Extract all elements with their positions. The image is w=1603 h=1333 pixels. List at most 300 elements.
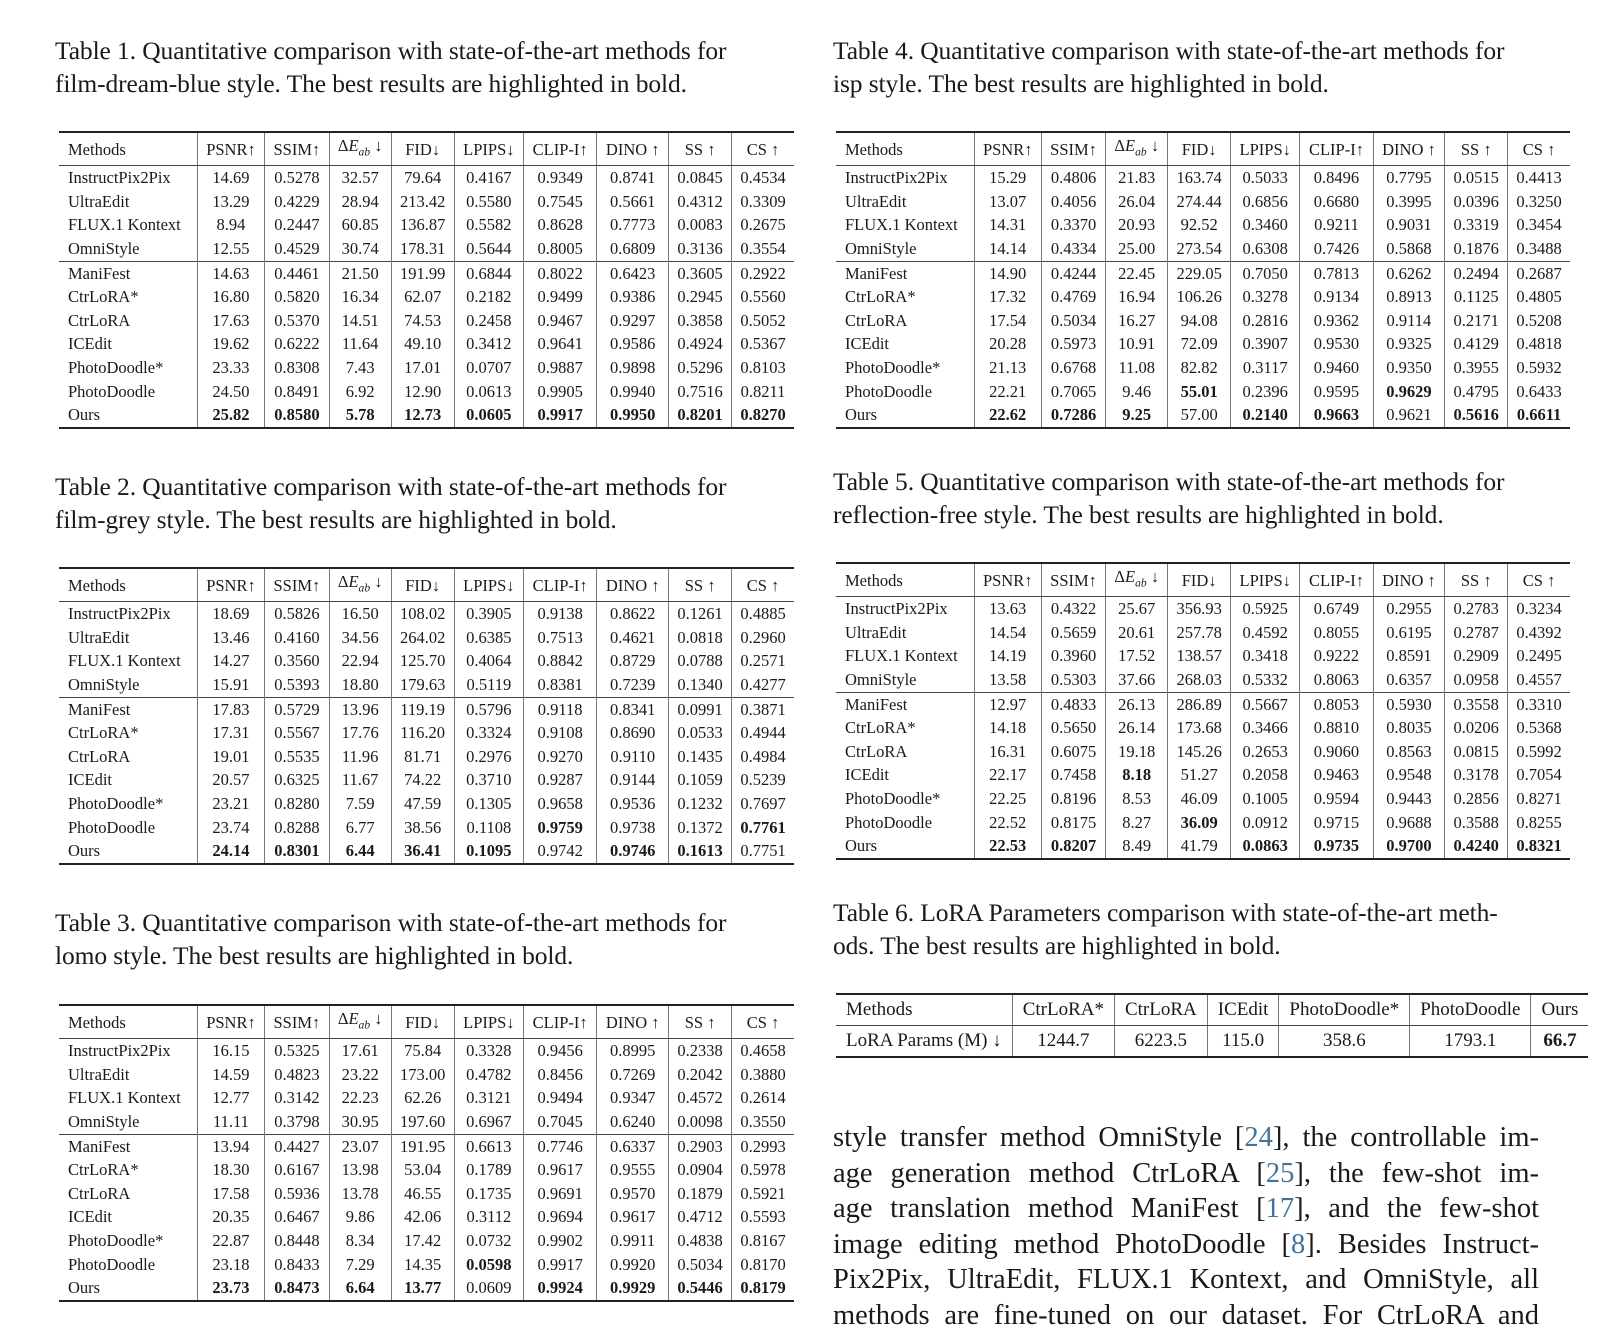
- column-header: SS ↑: [669, 1005, 732, 1039]
- metric-value: 22.53: [974, 834, 1041, 859]
- metric-value: 36.41: [391, 839, 454, 864]
- metric-value: 0.9663: [1300, 403, 1373, 428]
- metric-value: 0.2955: [1373, 597, 1445, 621]
- method-name: FLUX.1 Kontext: [59, 213, 197, 237]
- caption-line: isp style. The best results are highlighted in bold.: [833, 67, 1573, 100]
- metric-value: 0.7513: [524, 626, 597, 650]
- metric-value: 38.56: [391, 816, 454, 840]
- column-header: CS ↑: [732, 1005, 794, 1039]
- metric-value: 0.7050: [1231, 261, 1300, 285]
- metric-value: 0.6325: [265, 768, 329, 792]
- metric-value: 0.6844: [454, 261, 523, 285]
- metric-value: 0.7795: [1373, 166, 1445, 190]
- metric-value: 0.5303: [1041, 668, 1105, 692]
- metric-value: 0.8729: [597, 649, 669, 673]
- metric-value: 13.58: [974, 668, 1041, 692]
- metric-value: 0.3309: [732, 190, 794, 214]
- method-name: CtrLoRA: [836, 309, 974, 333]
- metric-value: 0.7054: [1508, 763, 1570, 787]
- metric-value: 0.2042: [669, 1063, 732, 1087]
- metric-value: 16.31: [974, 740, 1041, 764]
- metric-value: 0.6856: [1231, 190, 1300, 214]
- metric-value: 0.9494: [524, 1086, 597, 1110]
- table-row: [59, 673, 794, 697]
- text-line: [833, 1298, 1539, 1333]
- column-header: Methods: [59, 132, 197, 166]
- table-row: [59, 1063, 794, 1087]
- metric-value: 0.9746: [597, 839, 669, 864]
- metric-value: 0.7761: [732, 816, 794, 840]
- metric-value: 81.71: [391, 745, 454, 769]
- citation-link[interactable]: 25: [1266, 1158, 1295, 1189]
- metric-value: 0.0788: [669, 649, 732, 673]
- metric-value: 0.9110: [597, 745, 669, 769]
- metric-value: 0.7065: [1041, 380, 1105, 404]
- column-header: DINO ↑: [597, 568, 669, 602]
- table-6-header-row: [836, 994, 1588, 1026]
- metric-value: 0.4167: [454, 166, 523, 190]
- column-header: Methods: [59, 1005, 197, 1039]
- metric-value: 8.18: [1106, 763, 1168, 787]
- caption-line: film-grey style. The best results are highlighted in bold.: [55, 503, 795, 536]
- metric-value: 13.63: [974, 597, 1041, 621]
- metric-value: 0.5325: [265, 1039, 329, 1063]
- metric-value: 0.0533: [669, 721, 732, 745]
- metric-value: 14.51: [329, 309, 391, 333]
- metric-value: 0.2816: [1231, 309, 1300, 333]
- table-row: [836, 668, 1570, 692]
- metric-value: 0.9536: [597, 792, 669, 816]
- metric-value: 0.2447: [265, 213, 329, 237]
- metric-value: 145.26: [1168, 740, 1231, 764]
- metric-value: 0.5535: [265, 745, 329, 769]
- metric-value: 60.85: [329, 213, 391, 237]
- column-header: FID↓: [391, 568, 454, 602]
- metric-value: 16.94: [1106, 285, 1168, 309]
- column-header: LPIPS↓: [454, 132, 523, 166]
- metric-value: 0.6262: [1373, 261, 1445, 285]
- column-header: SSIM↑: [265, 568, 329, 602]
- metric-value: 22.62: [974, 403, 1041, 428]
- method-name: ManiFest: [59, 697, 197, 721]
- metric-value: 0.5616: [1445, 403, 1508, 428]
- metric-value: 41.79: [1168, 834, 1231, 859]
- metric-value: 0.5332: [1231, 668, 1300, 692]
- table-row: [836, 166, 1570, 190]
- metric-value: 0.8288: [265, 816, 329, 840]
- metric-value: 0.2945: [669, 285, 732, 309]
- metric-value: 0.0863: [1231, 834, 1300, 859]
- metric-value: 0.5370: [265, 309, 329, 333]
- metric-value: 17.63: [197, 309, 264, 333]
- metric-value: 82.82: [1168, 356, 1231, 380]
- metric-value: 34.56: [329, 626, 391, 650]
- metric-value: 0.0904: [669, 1158, 732, 1182]
- metric-value: 24.14: [197, 839, 264, 864]
- metric-value: 0.3905: [454, 602, 523, 626]
- metric-value: 0.1005: [1231, 787, 1300, 811]
- table-row: [59, 332, 794, 356]
- value-cell: 1244.7: [1012, 1026, 1114, 1058]
- metric-value: 13.78: [329, 1182, 391, 1206]
- metric-value: 7.43: [329, 356, 391, 380]
- metric-value: 14.35: [391, 1253, 454, 1277]
- metric-value: 17.83: [197, 697, 264, 721]
- method-name: ICEdit: [836, 332, 974, 356]
- metric-value: 0.5034: [669, 1253, 732, 1277]
- metric-value: 11.08: [1106, 356, 1168, 380]
- metric-value: 0.3858: [669, 309, 732, 333]
- table-row: [59, 1110, 794, 1134]
- metric-value: 0.2787: [1445, 621, 1508, 645]
- metric-value: 46.09: [1168, 787, 1231, 811]
- method-name: InstructPix2Pix: [59, 602, 197, 626]
- table-row: [59, 745, 794, 769]
- metric-value: 8.53: [1106, 787, 1168, 811]
- header-cell: Methods: [836, 994, 1012, 1026]
- metric-value: 17.54: [974, 309, 1041, 333]
- metric-value: 119.19: [391, 697, 454, 721]
- metric-value: 13.29: [197, 190, 264, 214]
- metric-value: 75.84: [391, 1039, 454, 1063]
- metric-value: 37.66: [1106, 668, 1168, 692]
- metric-value: 16.15: [197, 1039, 264, 1063]
- metric-value: 0.3117: [1231, 356, 1300, 380]
- metric-value: 15.91: [197, 673, 264, 697]
- header-cell: CtrLoRA*: [1012, 994, 1114, 1026]
- metric-value: 0.3412: [454, 332, 523, 356]
- caption-line: reflection-free style. The best results are highlighted in bold.: [833, 498, 1573, 531]
- method-name: FLUX.1 Kontext: [59, 649, 197, 673]
- metric-value: 0.8022: [524, 261, 597, 285]
- metric-value: 6.64: [329, 1276, 391, 1301]
- metric-value: 23.74: [197, 816, 264, 840]
- metric-value: 0.8995: [597, 1039, 669, 1063]
- metric-value: 173.68: [1168, 716, 1231, 740]
- metric-value: 0.9555: [597, 1158, 669, 1182]
- metric-value: 0.3560: [265, 649, 329, 673]
- metric-value: 0.1340: [669, 673, 732, 697]
- metric-value: 0.6680: [1300, 190, 1373, 214]
- metric-value: 11.64: [329, 332, 391, 356]
- metric-value: 0.2675: [732, 213, 794, 237]
- metric-value: 0.9742: [524, 839, 597, 864]
- metric-value: 8.49: [1106, 834, 1168, 859]
- metric-value: 22.23: [329, 1086, 391, 1110]
- table-row: [836, 740, 1570, 764]
- metric-value: 0.5033: [1231, 166, 1300, 190]
- metric-value: 0.2495: [1508, 644, 1570, 668]
- metric-value: 0.9222: [1300, 644, 1373, 668]
- metric-value: 0.7545: [524, 190, 597, 214]
- metric-value: 0.8628: [524, 213, 597, 237]
- header-cell: CtrLoRA: [1114, 994, 1207, 1026]
- table-4-caption: [833, 34, 1573, 100]
- metric-value: 0.8308: [265, 356, 329, 380]
- table-row: [836, 403, 1570, 428]
- metric-value: 0.8055: [1300, 621, 1373, 645]
- metric-value: 0.9917: [524, 403, 597, 428]
- metric-value: 0.9738: [597, 816, 669, 840]
- caption-line: Table 6. LoRA Parameters comparison with state-of-the-art meth-: [833, 896, 1573, 929]
- table-row: [836, 332, 1570, 356]
- metric-value: 0.8433: [265, 1253, 329, 1277]
- caption-line: Table 4. Quantitative comparison with state-of-the-art methods for: [833, 34, 1573, 67]
- metric-value: 0.6433: [1508, 380, 1570, 404]
- column-header: CLIP-I↑: [1300, 132, 1373, 166]
- text-line: [833, 1262, 1539, 1298]
- text-segment: methods are fine-tuned on our dataset. For CtrLoRA and: [833, 1300, 1539, 1331]
- metric-value: 18.69: [197, 602, 264, 626]
- metric-value: 0.3488: [1508, 237, 1570, 261]
- metric-value: 0.4427: [265, 1134, 329, 1158]
- text-line: [833, 1191, 1539, 1227]
- metric-value: 22.52: [974, 811, 1041, 835]
- metric-value: 0.3588: [1445, 811, 1508, 835]
- header-cell: ICEdit: [1207, 994, 1279, 1026]
- metric-value: 16.50: [329, 602, 391, 626]
- method-name: InstructPix2Pix: [836, 166, 974, 190]
- metric-value: 0.9144: [597, 768, 669, 792]
- metric-value: 0.4795: [1445, 380, 1508, 404]
- metric-value: 0.9715: [1300, 811, 1373, 835]
- column-header: DINO ↑: [1373, 132, 1445, 166]
- metric-value: 14.59: [197, 1063, 264, 1087]
- table-1-caption: [55, 34, 795, 100]
- metric-value: 0.7045: [524, 1110, 597, 1134]
- metric-value: 0.8179: [732, 1276, 794, 1301]
- metric-value: 79.64: [391, 166, 454, 190]
- method-name: PhotoDoodle*: [836, 356, 974, 380]
- citation-link[interactable]: 8: [1291, 1229, 1305, 1260]
- table-row: [59, 768, 794, 792]
- metric-value: 0.9530: [1300, 332, 1373, 356]
- metric-value: 49.10: [391, 332, 454, 356]
- metric-value: 0.9270: [524, 745, 597, 769]
- metric-value: 0.6613: [454, 1134, 523, 1158]
- table-2-caption: [55, 470, 795, 536]
- metric-value: 0.4312: [669, 190, 732, 214]
- metric-value: 0.3328: [454, 1039, 523, 1063]
- metric-value: 0.5367: [732, 332, 794, 356]
- method-name: PhotoDoodle: [836, 811, 974, 835]
- column-header: LPIPS↓: [454, 568, 523, 602]
- metric-value: 20.28: [974, 332, 1041, 356]
- column-header: LPIPS↓: [1231, 132, 1300, 166]
- metric-value: 9.86: [329, 1205, 391, 1229]
- table-row: [836, 716, 1570, 740]
- metric-value: 0.9691: [524, 1182, 597, 1206]
- metric-value: 26.04: [1106, 190, 1168, 214]
- metric-value: 173.00: [391, 1063, 454, 1087]
- metric-value: 14.69: [197, 166, 264, 190]
- metric-value: 0.4229: [265, 190, 329, 214]
- metric-value: 23.22: [329, 1063, 391, 1087]
- metric-value: 0.7746: [524, 1134, 597, 1158]
- metric-value: 23.18: [197, 1253, 264, 1277]
- metric-value: 0.7751: [732, 839, 794, 864]
- metric-value: 0.9898: [597, 356, 669, 380]
- metric-value: 21.13: [974, 356, 1041, 380]
- metric-value: 0.9688: [1373, 811, 1445, 835]
- metric-value: 13.98: [329, 1158, 391, 1182]
- table-6-caption: [833, 896, 1573, 962]
- metric-value: 28.94: [329, 190, 391, 214]
- metric-value: 0.3319: [1445, 213, 1508, 237]
- column-header: Methods: [836, 132, 974, 166]
- text-segment: age translation method ManiFest [: [833, 1193, 1266, 1224]
- metric-value: 0.9347: [597, 1086, 669, 1110]
- metric-value: 23.21: [197, 792, 264, 816]
- table-row: [836, 597, 1570, 621]
- metric-value: 0.3142: [265, 1086, 329, 1110]
- metric-value: 0.4984: [732, 745, 794, 769]
- metric-value: 17.31: [197, 721, 264, 745]
- column-header: SSIM↑: [265, 132, 329, 166]
- metric-value: 0.5921: [732, 1182, 794, 1206]
- metric-value: 0.1735: [454, 1182, 523, 1206]
- method-name: PhotoDoodle*: [59, 1229, 197, 1253]
- metric-value: 0.4529: [265, 237, 329, 261]
- metric-value: 0.2171: [1445, 309, 1508, 333]
- metric-value: 0.3466: [1231, 716, 1300, 740]
- metric-value: 0.0098: [669, 1110, 732, 1134]
- method-name: Ours: [59, 839, 197, 864]
- metric-value: 286.89: [1168, 692, 1231, 716]
- metric-value: 0.8053: [1300, 692, 1373, 716]
- metric-value: 0.8301: [265, 839, 329, 864]
- citation-link[interactable]: 17: [1266, 1193, 1295, 1224]
- column-header: CS ↑: [732, 132, 794, 166]
- metric-value: 0.9617: [524, 1158, 597, 1182]
- metric-value: 0.8496: [1300, 166, 1373, 190]
- metric-value: 0.4240: [1445, 834, 1508, 859]
- metric-value: 0.8842: [524, 649, 597, 673]
- metric-value: 0.8341: [597, 697, 669, 721]
- method-name: Ours: [836, 834, 974, 859]
- metric-value: 0.8321: [1508, 834, 1570, 859]
- metric-value: 0.2058: [1231, 763, 1300, 787]
- metric-value: 0.6467: [265, 1205, 329, 1229]
- metric-value: 0.0206: [1445, 716, 1508, 740]
- metric-value: 0.0912: [1231, 811, 1300, 835]
- metric-value: 0.2614: [732, 1086, 794, 1110]
- metric-value: 0.9463: [1300, 763, 1373, 787]
- metric-value: 0.3278: [1231, 285, 1300, 309]
- method-name: OmniStyle: [836, 237, 974, 261]
- method-name: CtrLoRA: [59, 1182, 197, 1206]
- column-header: SS ↑: [669, 568, 732, 602]
- column-header: LPIPS↓: [1231, 563, 1300, 597]
- table-row: [59, 649, 794, 673]
- metric-value: 0.1305: [454, 792, 523, 816]
- table-5-caption: [833, 465, 1573, 531]
- metric-value: 0.4769: [1041, 285, 1105, 309]
- metric-value: 0.9929: [597, 1276, 669, 1301]
- metric-value: 12.77: [197, 1086, 264, 1110]
- metric-value: 19.01: [197, 745, 264, 769]
- metric-value: 0.5868: [1373, 237, 1445, 261]
- metric-value: 0.4621: [597, 626, 669, 650]
- metric-value: 0.4064: [454, 649, 523, 673]
- table-row: [836, 285, 1570, 309]
- table-row: [836, 811, 1570, 835]
- metric-value: 0.1232: [669, 792, 732, 816]
- metric-value: 17.52: [1106, 644, 1168, 668]
- column-header: PSNR↑: [197, 568, 264, 602]
- metric-value: 0.3955: [1445, 356, 1508, 380]
- citation-link[interactable]: 24: [1244, 1122, 1273, 1153]
- metric-value: 0.9134: [1300, 285, 1373, 309]
- metric-value: 0.8211: [732, 380, 794, 404]
- method-name: ManiFest: [836, 261, 974, 285]
- column-header: $\Delta E_{ab}$ ↓: [329, 1005, 391, 1039]
- metric-value: 0.5925: [1231, 597, 1300, 621]
- metric-value: 5.78: [329, 403, 391, 428]
- column-header: DINO ↑: [597, 1005, 669, 1039]
- header-cell: PhotoDoodle: [1410, 994, 1531, 1026]
- metric-value: 0.9460: [1300, 356, 1373, 380]
- metric-value: 0.7813: [1300, 261, 1373, 285]
- text-line: [833, 1227, 1539, 1263]
- metric-value: 42.06: [391, 1205, 454, 1229]
- metric-value: 0.6768: [1041, 356, 1105, 380]
- metric-value: 74.53: [391, 309, 454, 333]
- method-name: ICEdit: [59, 768, 197, 792]
- column-header: CLIP-I↑: [1300, 563, 1373, 597]
- metric-value: 0.8622: [597, 602, 669, 626]
- metric-value: 14.27: [197, 649, 264, 673]
- table-row: [836, 787, 1570, 811]
- metric-value: 0.0707: [454, 356, 523, 380]
- metric-value: 0.6357: [1373, 668, 1445, 692]
- metric-value: 72.09: [1168, 332, 1231, 356]
- metric-value: 0.1059: [669, 768, 732, 792]
- table-row: [59, 1086, 794, 1110]
- column-header: DINO ↑: [1373, 563, 1445, 597]
- metric-value: 62.26: [391, 1086, 454, 1110]
- column-header: PSNR↑: [197, 1005, 264, 1039]
- method-name: PhotoDoodle: [59, 380, 197, 404]
- method-name: UltraEdit: [59, 190, 197, 214]
- metric-value: 0.9700: [1373, 834, 1445, 859]
- metric-value: 0.2338: [669, 1039, 732, 1063]
- metric-value: 55.01: [1168, 380, 1231, 404]
- method-name: CtrLoRA: [59, 309, 197, 333]
- metric-value: 0.9902: [524, 1229, 597, 1253]
- metric-value: 268.03: [1168, 668, 1231, 692]
- metric-value: 0.4712: [669, 1205, 732, 1229]
- text-segment: age generation method CtrLoRA [: [833, 1158, 1266, 1189]
- method-name: FLUX.1 Kontext: [836, 644, 974, 668]
- metric-value: 0.3370: [1041, 213, 1105, 237]
- metric-value: 0.8810: [1300, 716, 1373, 740]
- column-header: FID↓: [1168, 132, 1231, 166]
- metric-value: 14.14: [974, 237, 1041, 261]
- metric-value: 125.70: [391, 649, 454, 673]
- metric-value: 0.5593: [732, 1205, 794, 1229]
- method-name: CtrLoRA: [59, 745, 197, 769]
- metric-value: 6.77: [329, 816, 391, 840]
- metric-value: 14.19: [974, 644, 1041, 668]
- column-header: Methods: [836, 563, 974, 597]
- table-row: [836, 644, 1570, 668]
- header-row: [836, 132, 1570, 166]
- table-row: [836, 380, 1570, 404]
- metric-value: 106.26: [1168, 285, 1231, 309]
- table-3: [59, 1004, 794, 1302]
- text-segment: ], the controllable im-: [1273, 1122, 1539, 1153]
